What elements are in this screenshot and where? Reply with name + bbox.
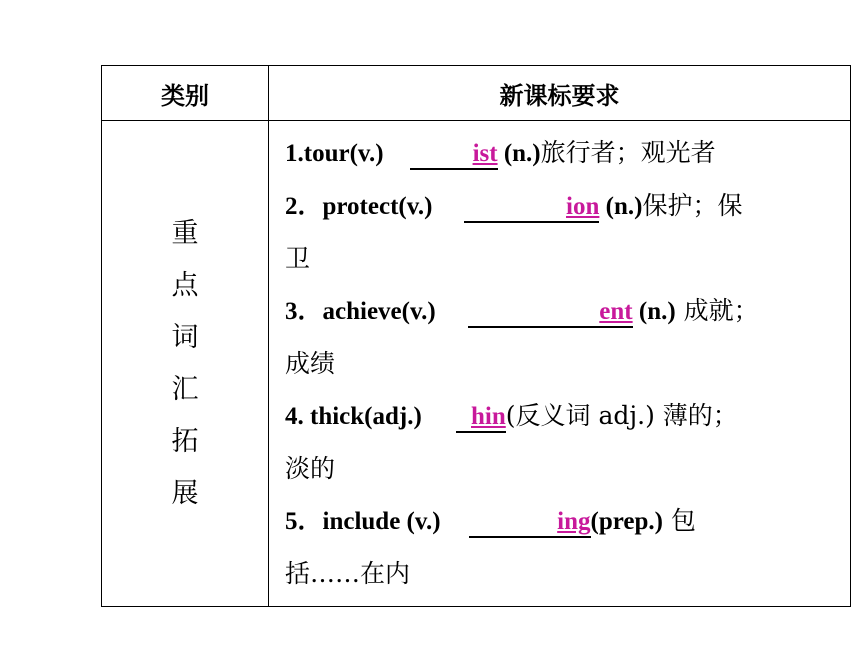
category-char: 拓 [171,425,199,457]
meaning: 包 [662,506,696,535]
pos-label: (n.) [497,140,541,167]
pos-label: (prep.) [590,508,663,535]
vocab-item-5 [285,495,840,600]
answer-text: ent [599,298,633,325]
pos-label: (n.) [632,298,676,325]
pos-label: (n.) [599,193,643,220]
header-requirement: 新课标要求 [269,66,851,121]
answer-text: ing [557,508,591,535]
answer-text: ist [472,140,498,167]
vocab-word: 2．protect(v.) [285,193,433,220]
vocab-word: 4. thick(adj.) [285,403,422,430]
vocab-word: 5．include (v.) [285,508,441,535]
meaning: 保护；保 [642,191,743,220]
answer-text: ion [566,193,600,220]
answer-blank [469,508,591,538]
answer-blank [468,298,633,328]
meaning: (反义词 adj.) 薄的； [505,401,738,430]
answer-text: hin [471,403,506,430]
vocab-item-4 [285,390,840,495]
requirement-cell [269,121,851,607]
vocab-item-2 [285,180,840,285]
answer-blank [456,403,506,433]
meaning-continued: 括……在内 [285,559,411,588]
table-row [102,121,851,607]
answer-blank [464,193,599,223]
meaning-continued: 淡的 [285,454,336,483]
vocab-item-1 [285,127,840,180]
answer-blank [410,140,498,170]
meaning: 成就； [675,296,759,325]
meaning-continued: 卫 [285,244,311,273]
vocab-item-3 [285,285,840,390]
category-char: 汇 [171,373,199,405]
header-category: 类别 [102,66,269,121]
meaning-continued: 成绩 [285,349,336,378]
category-cell [102,121,269,607]
vocab-word: 3．achieve(v.) [285,298,436,325]
category-char: 点 [171,269,199,301]
category-char: 展 [171,477,199,509]
category-char: 词 [171,321,199,353]
category-char: 重 [171,217,199,249]
vocab-word: 1.tour(v.) [285,140,384,167]
vocabulary-table [101,65,851,607]
category-vertical-label [172,208,199,520]
meaning: 旅行者；观光者 [540,138,716,167]
table-header-row [102,66,851,121]
